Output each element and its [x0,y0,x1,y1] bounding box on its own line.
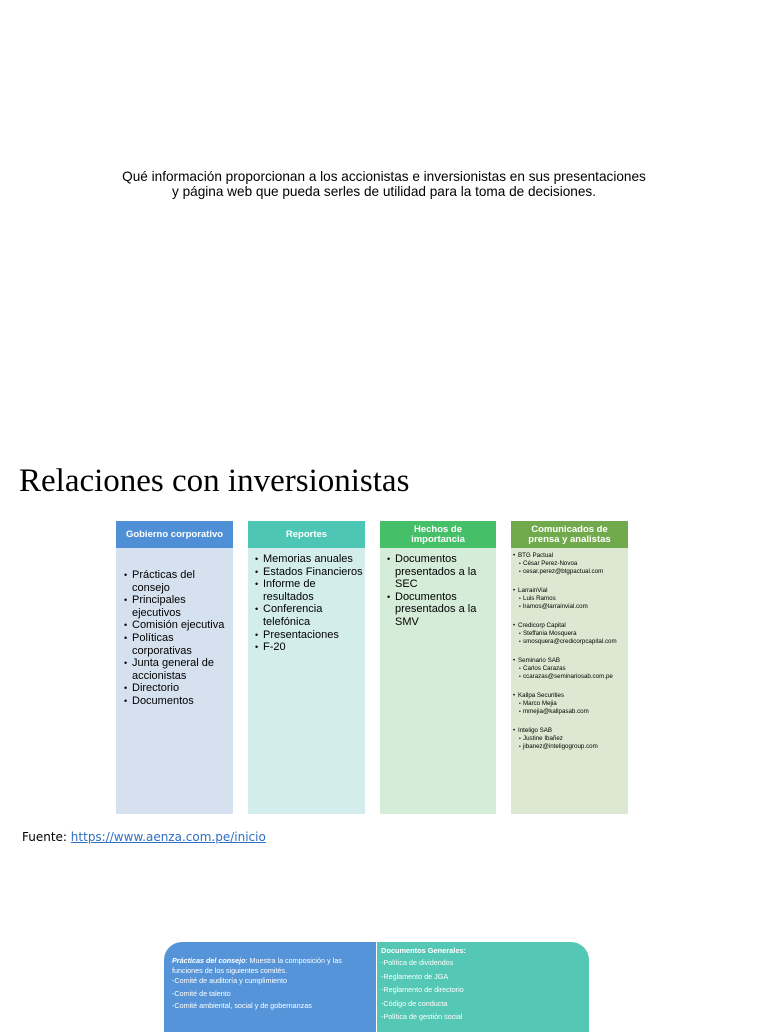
contact-entry [515,657,627,681]
column-header-gobierno: Gobierno corporativo [116,521,233,548]
contact-person: • Luis Ramos [515,595,627,603]
contact-person: • Carlos Carazas [515,665,627,673]
contact-entry [515,692,627,716]
documento-item: -Código de conducta [381,998,448,1008]
list-item: • Prácticas del consejo [123,569,231,594]
bottom-panel [164,942,589,1032]
contact-email: • mmejia@kallpasab.com [515,708,627,716]
consejo-intro [172,956,370,975]
comite-item: -Comité de auditoría y cumplimiento [172,976,288,986]
contact-firm: • Kallpa Securities [515,692,627,700]
column-body-reportes [248,548,365,814]
contact-person: • Marco Mejia [515,700,627,708]
contact-email: • jibanez@inteligogroup.com [515,743,627,751]
list-item: • Memorias anuales [254,553,364,566]
consejo-intro-text: : Muestra la composición y las funciones de los siguientes comités. [172,956,342,975]
list-item: • Documentos presentados a la SEC [386,553,494,591]
contact-email: • cesar.perez@btgpactual.com [515,568,627,576]
question-line-1: Qué información proporcionan a los accionistas e inversionistas en sus presentaciones [122,169,646,184]
contact-firm: • LarrainVial [515,587,627,595]
list-item: • Documentos [123,695,231,708]
list-item: • Estados Financieros [254,566,364,579]
list-item: • Informe de resultados [254,578,364,603]
contact-person: • Justine Ibañez [515,735,627,743]
list-item: • Documentos presentados a la SMV [386,591,494,629]
list-item: • Conferencia telefónica [254,603,364,628]
contact-firm: • Seminario SAB [515,657,627,665]
contact-email: • lramos@larrainvial.com [515,603,627,611]
list-item: • Políticas corporativas [123,632,231,657]
contact-firm: • Inteligo SAB [515,727,627,735]
column-header-comunicados: Comunicados de prensa y analistas [511,521,628,548]
question-line-2: y página web que pueda serles de utilidad para la toma de decisiones. [172,184,596,199]
reportes-list [254,553,364,654]
list-item: • Comisión ejecutiva [123,619,231,632]
source-label: Fuente: [22,830,71,844]
contact-person: • César Perez-Novoa [515,560,627,568]
contact-person: • Steffania Mosquera [515,630,627,638]
gobierno-list [123,569,231,708]
contact-entry [515,587,627,611]
list-item: • Junta general de accionistas [123,657,231,682]
consejo-intro-label: Prácticas del consejo [172,956,246,965]
contact-entry [515,552,627,576]
hechos-list [386,553,494,629]
documento-item: -Reglamento de directorio [381,985,464,994]
column-body-hechos [380,548,496,814]
list-item: • Presentaciones [254,629,364,642]
documento-item: -Política de dividendos [381,958,454,967]
comite-item: -Comité ambiental, social y de gobernanzas [172,1001,312,1011]
contact-entry [515,622,627,646]
bottom-panel-left [164,942,376,1032]
documento-item: -Reglamento de JGA [381,971,449,981]
list-item: • F-20 [254,641,364,654]
section-title: Relaciones con inversionistas [19,463,410,499]
contact-email: • ccarazas@seminariosab.com.pe [515,673,627,681]
documentos-header: Documentos Generales: [381,946,467,955]
contact-email: • smosquera@credicorpcapital.com [515,638,627,646]
column-body-gobierno [116,548,233,814]
source-link[interactable]: https://www.aenza.com.pe/inicio [70,830,266,844]
column-body-comunicados [511,548,628,814]
contact-firm: • Credicorp Capital [515,622,627,630]
question-text [90,169,678,199]
column-header-hechos: Hechos de importancia [380,521,496,548]
list-item: • Directorio [123,682,231,695]
list-item: • Principales ejecutivos [123,594,231,619]
contact-entry [515,727,627,751]
column-header-reportes: Reportes [248,521,365,548]
comite-item: -Comité de talento [172,988,231,998]
documento-item: -Política de gestión social [381,1012,463,1021]
bottom-panel-right [376,942,589,1032]
contact-firm: • BTG Pactual [515,552,627,560]
source-line [22,829,266,845]
contacts-list [515,552,627,762]
